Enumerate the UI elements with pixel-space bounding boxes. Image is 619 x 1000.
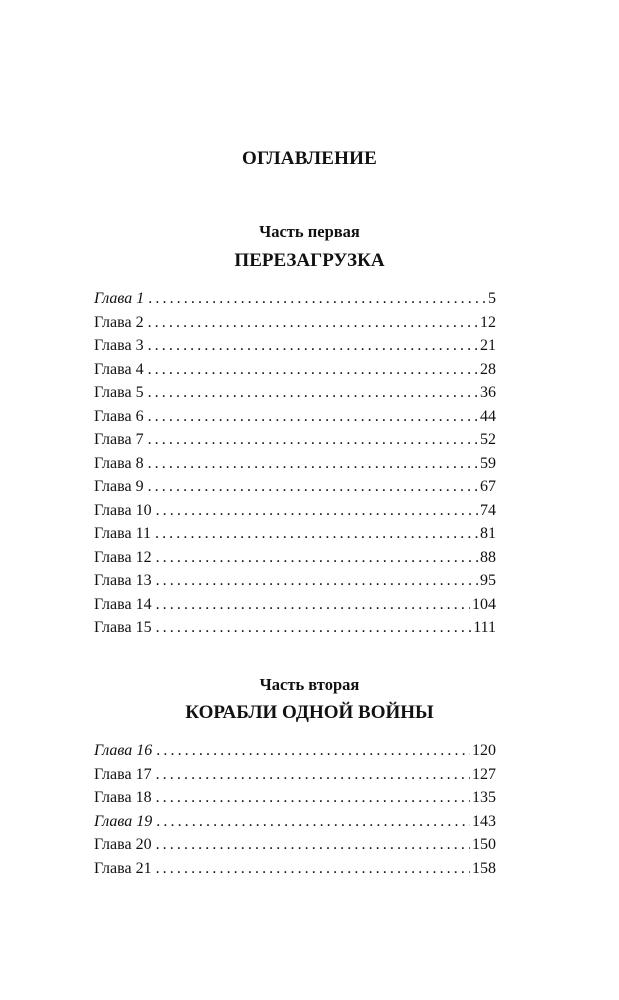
toc-entry [94,546,496,570]
part-2-chapter-list [94,739,496,880]
dot-leader [148,452,478,476]
chapter-label: Глава 13 [94,572,152,589]
dot-leader [156,833,470,857]
dot-leader [148,311,478,335]
page-number: 88 [480,548,496,566]
chapter-label: Глава 20 [94,836,152,853]
page-number: 21 [480,337,496,354]
chapter-label: Глава 12 [94,548,152,566]
chapter-label: Глава 21 [94,859,152,877]
toc-entry [94,452,496,476]
page-number: 67 [480,478,496,495]
toc-entry [94,763,496,787]
toc-entry [94,786,496,810]
dot-leader [156,763,470,787]
dot-leader [156,786,470,810]
page-number: 150 [472,836,496,853]
part-1-label: Часть первая [259,222,360,241]
toc-entry [94,405,496,429]
dot-leader [156,546,478,570]
dot-leader [156,857,470,881]
chapter-label: Глава 3 [94,337,144,354]
chapter-label: Глава 16 [94,742,153,759]
chapter-label: Глава 2 [94,313,144,331]
page-number: 95 [480,572,496,589]
dot-leader [155,522,478,546]
page-number: 44 [480,407,496,425]
page-number: 135 [472,789,496,806]
toc-entry [94,287,496,311]
chapter-label: Глава 6 [94,407,144,425]
chapter-label: Глава 15 [94,619,152,636]
chapter-label: Глава 9 [94,478,144,495]
page-number: 143 [472,812,496,830]
chapter-label: Глава 4 [94,360,144,378]
toc-entry [94,569,496,593]
toc-entry [94,499,496,523]
toc-entry [94,833,496,857]
toc-entry [94,311,496,335]
page-number: 59 [480,454,496,472]
page-number: 81 [480,525,496,542]
toc-entry [94,739,496,763]
dot-leader [148,405,478,429]
dot-leader [148,334,478,358]
page-number: 111 [473,619,496,636]
page-number: 12 [480,313,496,331]
toc-entry [94,358,496,382]
toc-entry [94,381,496,405]
toc-entry [94,428,496,452]
part-2-title: КОРАБЛИ ОДНОЙ ВОЙНЫ [185,702,434,723]
chapter-label: Глава 5 [94,384,144,401]
dot-leader [156,810,470,834]
toc-entry [94,810,496,834]
chapter-label: Глава 14 [94,595,152,613]
chapter-label: Глава 8 [94,454,144,472]
chapter-label: Глава 19 [94,812,153,830]
dot-leader [156,616,472,640]
dot-leader [148,428,478,452]
page-number: 74 [480,501,496,519]
dot-leader [156,499,478,523]
toc-entry [94,593,496,617]
page-number: 5 [488,290,496,307]
page-number: 36 [480,384,496,401]
chapter-label: Глава 7 [94,431,144,448]
toc-entry [94,334,496,358]
part-2-label: Часть вторая [259,675,360,694]
page-number: 158 [472,859,496,877]
toc-entry [94,857,496,881]
chapter-label: Глава 1 [94,290,145,307]
dot-leader [156,739,470,763]
part-1-title: ПЕРЕЗАГРУЗКА [234,250,385,271]
page-number: 120 [472,742,496,759]
dot-leader [148,381,478,405]
chapter-label: Глава 17 [94,765,152,783]
toc-entry [94,616,496,640]
page-number: 104 [472,595,496,613]
dot-leader [156,569,478,593]
dot-leader [156,593,470,617]
dot-leader [148,287,486,311]
toc-entry [94,522,496,546]
page-number: 127 [472,765,496,783]
chapter-label: Глава 11 [94,525,151,542]
page-number: 28 [480,360,496,378]
page-number: 52 [480,431,496,448]
dot-leader [148,475,478,499]
toc-page-title: ОГЛАВЛЕНИЕ [242,148,377,169]
part-1-chapter-list [94,287,496,640]
toc-entry [94,475,496,499]
chapter-label: Глава 18 [94,789,152,806]
chapter-label: Глава 10 [94,501,152,519]
dot-leader [148,358,478,382]
